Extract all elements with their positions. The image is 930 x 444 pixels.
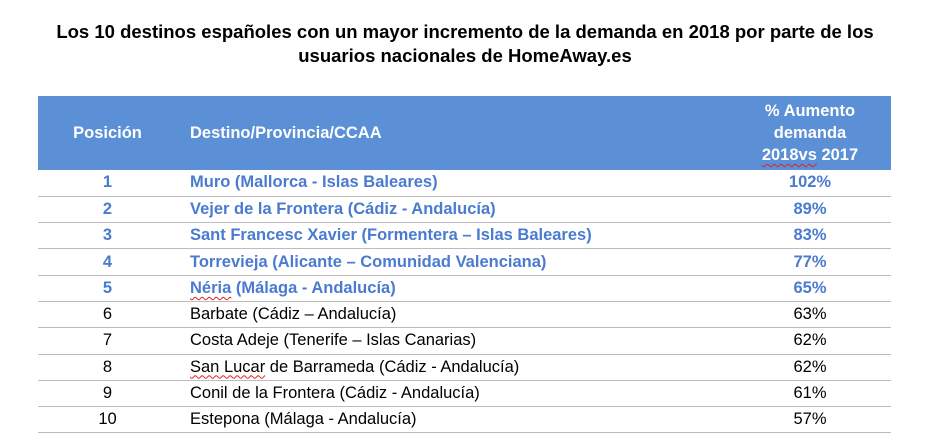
row-percent: 83% bbox=[793, 226, 827, 245]
row-position: 7 bbox=[102, 331, 113, 350]
row-position: 2 bbox=[102, 199, 113, 218]
row-destination-a: San Lucar bbox=[190, 357, 266, 376]
table-row bbox=[38, 380, 891, 406]
row-position: 6 bbox=[102, 305, 113, 324]
table-row bbox=[38, 301, 891, 327]
header-percent-line-1: % Aumento bbox=[764, 102, 856, 120]
header-percent-year-b: 2017 bbox=[816, 146, 859, 164]
row-percent: 63% bbox=[793, 305, 827, 324]
table-row bbox=[38, 407, 891, 433]
row-destination bbox=[177, 354, 729, 380]
header-percent-line-3 bbox=[729, 144, 891, 166]
row-destination bbox=[177, 275, 729, 301]
row-position: 1 bbox=[102, 173, 113, 192]
row-percent: 61% bbox=[793, 384, 827, 403]
row-destination: Muro (Mallorca - Islas Baleares) bbox=[190, 173, 438, 192]
row-position: 4 bbox=[102, 252, 113, 271]
page-title bbox=[0, 20, 930, 68]
title-line-2: usuarios nacionales de HomeAway.es bbox=[298, 45, 632, 66]
table-row bbox=[38, 196, 891, 222]
row-destination: Torrevieja (Alicante – Comunidad Valenciana) bbox=[190, 252, 547, 271]
table-row bbox=[38, 354, 891, 380]
table-row bbox=[38, 249, 891, 275]
row-destination: Costa Adeje (Tenerife – Islas Canarias) bbox=[190, 331, 477, 350]
row-destination: Estepona (Málaga - Andalucía) bbox=[190, 410, 417, 429]
row-percent: 62% bbox=[793, 357, 827, 376]
row-destination-a: Néria bbox=[190, 278, 232, 297]
title-line-1: Los 10 destinos españoles con un mayor incremento de la demanda en 2018 por parte de los bbox=[56, 21, 874, 42]
header-position: Posición bbox=[73, 124, 142, 142]
table-header bbox=[38, 96, 891, 170]
header-destination: Destino/Provincia/CCAA bbox=[190, 124, 382, 142]
row-position: 9 bbox=[102, 384, 113, 403]
row-destination: Barbate (Cádiz – Andalucía) bbox=[190, 305, 397, 324]
table-row bbox=[38, 170, 891, 196]
destinations-table bbox=[38, 96, 891, 433]
header-row bbox=[38, 96, 891, 170]
row-percent: 62% bbox=[793, 331, 827, 350]
header-percent-year-a: 2018vs bbox=[761, 146, 817, 164]
row-percent: 102% bbox=[788, 173, 832, 192]
table-row bbox=[38, 223, 891, 249]
row-percent: 77% bbox=[793, 252, 827, 271]
row-position: 10 bbox=[98, 410, 117, 429]
row-destination: Sant Francesc Xavier (Formentera – Islas Baleares) bbox=[190, 226, 592, 245]
table-row bbox=[38, 275, 891, 301]
table-row bbox=[38, 328, 891, 354]
row-percent: 57% bbox=[793, 410, 827, 429]
header-percent bbox=[729, 96, 891, 170]
row-destination-b: (Málaga - Andalucía) bbox=[231, 278, 396, 297]
row-percent: 89% bbox=[793, 199, 827, 218]
row-position: 5 bbox=[102, 278, 113, 297]
row-destination: Conil de la Frontera (Cádiz - Andalucía) bbox=[190, 384, 480, 403]
header-percent-line-2: demanda bbox=[773, 124, 847, 142]
row-position: 8 bbox=[102, 357, 113, 376]
row-position: 3 bbox=[102, 226, 113, 245]
table-body bbox=[38, 170, 891, 433]
row-percent: 65% bbox=[793, 278, 827, 297]
row-destination-b: de Barrameda (Cádiz - Andalucía) bbox=[265, 357, 520, 376]
row-destination: Vejer de la Frontera (Cádiz - Andalucía) bbox=[190, 199, 496, 218]
